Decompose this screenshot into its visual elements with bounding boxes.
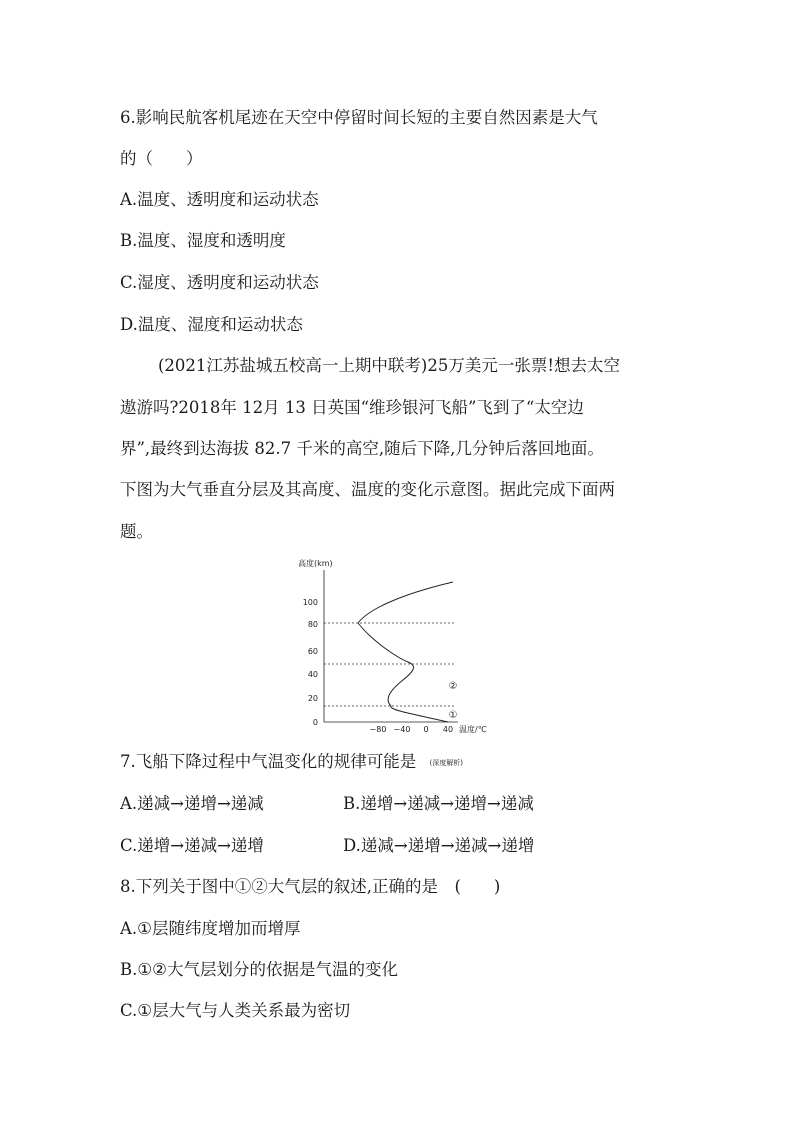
passage-line-2: 遨游吗?2018年 12月 13 日英国“维珍银河飞船”飞到了“太空边 — [120, 398, 584, 417]
passage-line-5: 题。 — [120, 522, 153, 541]
q7-stem-text: 7.飞船下降过程中气温变化的规律可能是 — [120, 752, 417, 771]
q8-option-b: B.①②大气层划分的依据是气温的变化 — [120, 960, 398, 979]
x-tick-0: 0 — [423, 725, 429, 734]
q6-option-d: D.温度、湿度和运动状态 — [120, 315, 303, 334]
q6-stem-line2: 的（ ） — [120, 149, 203, 168]
q8-option-a: A.①层随纬度增加而增厚 — [120, 919, 301, 938]
y-tick-100: 100 — [302, 598, 318, 607]
temperature-curve — [358, 582, 453, 722]
q6-option-c: C.湿度、透明度和运动状态 — [120, 273, 319, 292]
y-tick-20: 20 — [307, 694, 318, 703]
y-axis-label: 高度(km) — [298, 559, 333, 568]
q8-option-c: C.①层大气与人类关系最为密切 — [120, 1001, 351, 1020]
q6-option-b: B.温度、湿度和透明度 — [120, 231, 286, 250]
y-tick-60: 60 — [307, 647, 318, 656]
q6-stem-line1: 6.影响民航客机尾迹在天空中停留时间长短的主要自然因素是大气 — [120, 108, 598, 127]
x-tick-minus40: −40 — [393, 725, 411, 734]
y-tick-40: 40 — [307, 670, 318, 679]
x-tick-minus80: −80 — [369, 725, 387, 734]
layer-label-1: ① — [448, 710, 458, 721]
atmosphere-diagram — [288, 550, 518, 738]
y-tick-80: 80 — [307, 620, 318, 629]
q7-option-c: C.递增→递减→递增 — [120, 836, 264, 855]
q7-option-a: A.递减→递增→递减 — [120, 794, 264, 813]
passage-line-4: 下图为大气垂直分层及其高度、温度的变化示意图。据此完成下面两 — [120, 480, 615, 499]
analysis-badge: (深度解析) — [429, 758, 463, 767]
q7-option-b: B.递增→递减→递增→递减 — [343, 794, 534, 813]
passage-line-1: (2021江苏盐城五校高一上期中联考)25万美元一张票!想去太空 — [158, 356, 620, 375]
y-tick-0: 0 — [312, 718, 318, 727]
q8-stem: 8.下列关于图中①②大气层的叙述,正确的是 ( ) — [120, 877, 501, 896]
q7-stem — [120, 751, 463, 774]
passage-line-3: 界”,最终到达海拔 82.7 千米的高空,随后下降,几分钟后落回地面。 — [120, 439, 604, 458]
x-axis-label: 温度/℃ — [459, 725, 487, 734]
q7-option-d: D.递减→递增→递减→递增 — [343, 836, 535, 855]
layer-label-2: ② — [448, 681, 458, 692]
q6-option-a: A.温度、透明度和运动状态 — [120, 190, 319, 209]
x-tick-40: 40 — [442, 725, 454, 734]
